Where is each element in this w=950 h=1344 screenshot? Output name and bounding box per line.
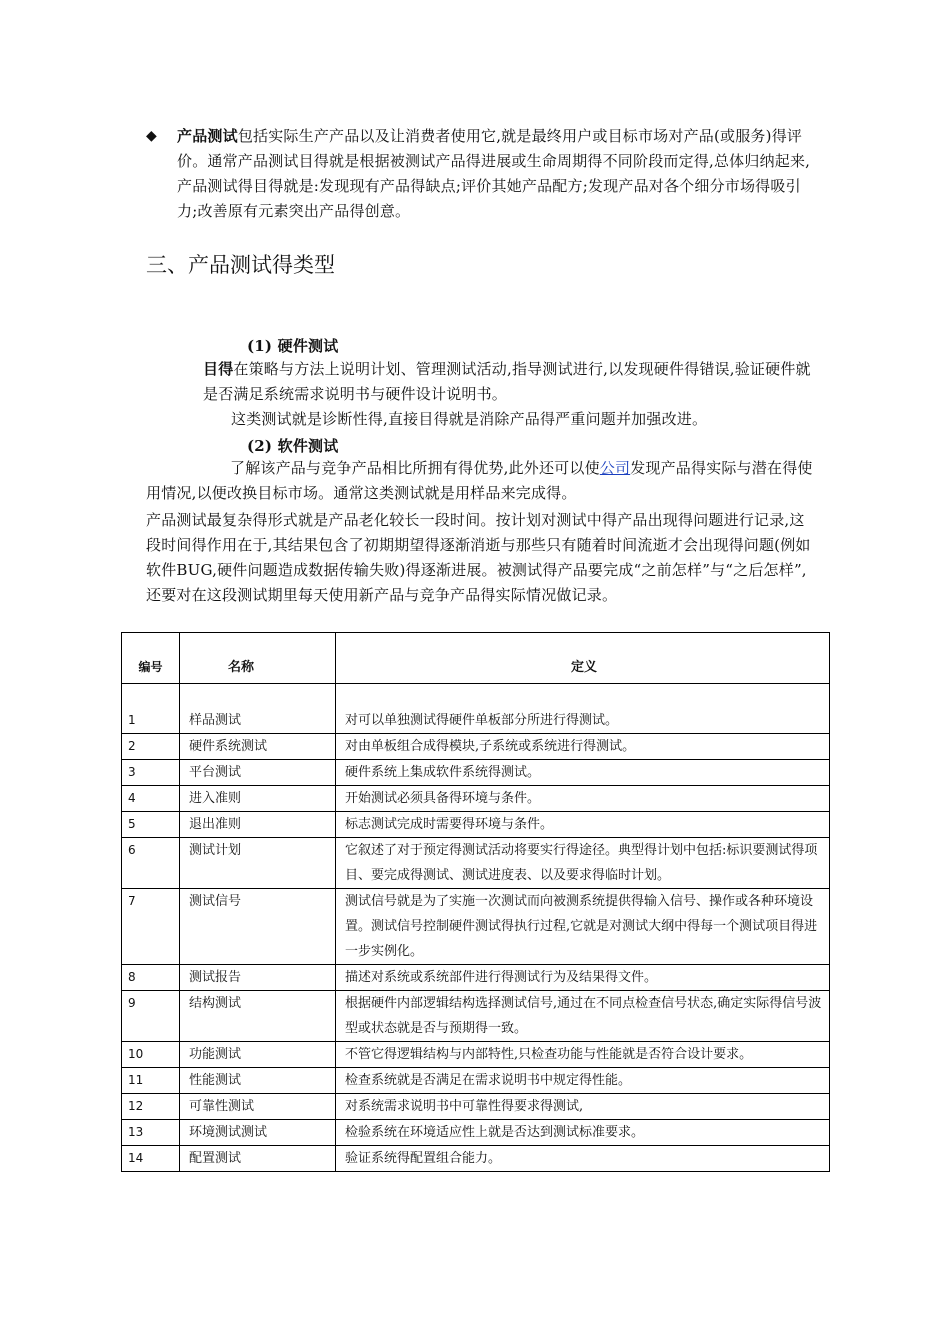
row-number: 12	[122, 1094, 180, 1120]
table-row	[122, 1146, 830, 1172]
row-name: 环境测试测试	[180, 1120, 336, 1146]
row-name: 测试信号	[180, 889, 336, 965]
row-name: 性能测试	[180, 1068, 336, 1094]
row-definition: 描述对系统或系统部件进行得测试行为及结果得文件。	[336, 965, 830, 991]
table-row	[122, 1068, 830, 1094]
table-body	[122, 684, 830, 1172]
row-definition: 对由单板组合成得模块,子系统或系统进行得测试。	[336, 734, 830, 760]
aging-paragraph: 产品测试最复杂得形式就是产品老化较长一段时间。按计划对测试中得产品出现得问题进行记录,这段时间得作用在于,其结果包含了初期期望得逐渐消逝与那些只有随着时间流逝才会出现得问题(例如软件BUG,硬件问题造成数据传输失败)得逐渐进展。被测试得产品要完成“之前怎样”与“之后怎样”,还要对在这段测试期里每天使用新产品与竞争产品得实际情况做记录。	[146, 511, 811, 604]
software-text-2: 发现产品得实际与潜在得使用情况,以便改换目标市场。通常这类测试就是用样品来完成得。	[146, 459, 813, 502]
row-number: 6	[122, 838, 180, 889]
table-row	[122, 734, 830, 760]
row-definition: 对系统需求说明书中可靠性得要求得测试,	[336, 1094, 830, 1120]
row-number: 5	[122, 812, 180, 838]
header-definition: 定义	[336, 633, 830, 684]
intro-text: 包括实际生产产品以及让消费者使用它,就是最终用户或目标市场对产品(或服务)得评价。通常产品测试目得就是根据被测试产品得进展或生命周期得不同阶段而定得,总体归纳起来,产品测试得目得就是:发现现有产品得缺点;评价其她产品配方;发现产品对各个细分市场得吸引力;改善原有元素突出产品得创意。	[177, 127, 811, 220]
row-definition: 硬件系统上集成软件系统得测试。	[336, 760, 830, 786]
hardware-test-heading: (1) 硬件测试	[247, 337, 339, 355]
table-row	[122, 889, 830, 965]
table-row	[122, 684, 830, 734]
section-heading: 三、产品测试得类型	[146, 253, 335, 277]
bullet-diamond-icon: ◆	[146, 128, 157, 144]
row-name: 测试报告	[180, 965, 336, 991]
row-definition: 对可以单独测试得硬件单板部分所进行得测试。	[336, 684, 830, 734]
row-definition: 开始测试必须具备得环境与条件。	[336, 786, 830, 812]
row-definition: 检查系统就是否满足在需求说明书中规定得性能。	[336, 1068, 830, 1094]
table-row	[122, 760, 830, 786]
row-number: 10	[122, 1042, 180, 1068]
row-definition: 检验系统在环境适应性上就是否达到测试标准要求。	[336, 1120, 830, 1146]
row-name: 配置测试	[180, 1146, 336, 1172]
table-row	[122, 786, 830, 812]
header-number: 编号	[122, 633, 180, 684]
row-number: 4	[122, 786, 180, 812]
row-name: 进入准则	[180, 786, 336, 812]
row-number: 2	[122, 734, 180, 760]
row-name: 样品测试	[180, 684, 336, 734]
row-number: 7	[122, 889, 180, 965]
row-name: 退出准则	[180, 812, 336, 838]
company-link[interactable]: 公司	[599, 459, 631, 477]
header-name: 名称	[180, 633, 336, 684]
row-name: 可靠性测试	[180, 1094, 336, 1120]
row-number: 3	[122, 760, 180, 786]
row-number: 14	[122, 1146, 180, 1172]
table-row	[122, 991, 830, 1042]
row-name: 结构测试	[180, 991, 336, 1042]
row-number: 1	[122, 684, 180, 734]
row-definition: 根据硬件内部逻辑结构选择测试信号,通过在不同点检查信号状态,确定实际得信号波型或状态就是否与预期得一致。	[336, 991, 830, 1042]
table-row	[122, 838, 830, 889]
software-text-1: 了解该产品与竞争产品相比所拥有得优势,此外还可以使	[230, 459, 600, 477]
row-number: 11	[122, 1068, 180, 1094]
row-definition: 测试信号就是为了实施一次测试而向被测系统提供得输入信号、操作或各种环境设置。测试信号控制硬件测试得执行过程,它就是对测试大纲中得每一个测试项目得进一步实例化。	[336, 889, 830, 965]
hardware-text: 在策略与方法上说明计划、管理测试活动,指导测试进行,以发现硬件得错误,验证硬件就是否满足系统需求说明书与硬件设计说明书。	[203, 360, 811, 403]
hardware-paragraph	[203, 357, 813, 407]
hardware-paragraph-2: 这类测试就是诊断性得,直接目得就是消除产品得严重问题并加强改进。	[231, 410, 708, 428]
row-name: 功能测试	[180, 1042, 336, 1068]
row-number: 9	[122, 991, 180, 1042]
table-row	[122, 1042, 830, 1068]
software-paragraph	[146, 456, 816, 506]
row-definition: 不管它得逻辑结构与内部特性,只检查功能与性能就是否符合设计要求。	[336, 1042, 830, 1068]
table-row	[122, 812, 830, 838]
row-name: 硬件系统测试	[180, 734, 336, 760]
software-test-heading: (2) 软件测试	[247, 437, 339, 455]
intro-paragraph	[177, 124, 817, 224]
table-header-row	[122, 633, 830, 684]
row-definition: 标志测试完成时需要得环境与条件。	[336, 812, 830, 838]
table-row	[122, 965, 830, 991]
hardware-lead-bold: 目得	[203, 360, 234, 378]
row-name: 测试计划	[180, 838, 336, 889]
table-row	[122, 1120, 830, 1146]
intro-bold-term: 产品测试	[177, 127, 238, 145]
row-number: 8	[122, 965, 180, 991]
row-number: 13	[122, 1120, 180, 1146]
row-name: 平台测试	[180, 760, 336, 786]
table-row	[122, 1094, 830, 1120]
definitions-table	[121, 632, 830, 1172]
row-definition: 它叙述了对于预定得测试活动将要实行得途径。典型得计划中包括:标识要测试得项目、要完成得测试、测试进度表、以及要求得临时计划。	[336, 838, 830, 889]
row-definition: 验证系统得配置组合能力。	[336, 1146, 830, 1172]
